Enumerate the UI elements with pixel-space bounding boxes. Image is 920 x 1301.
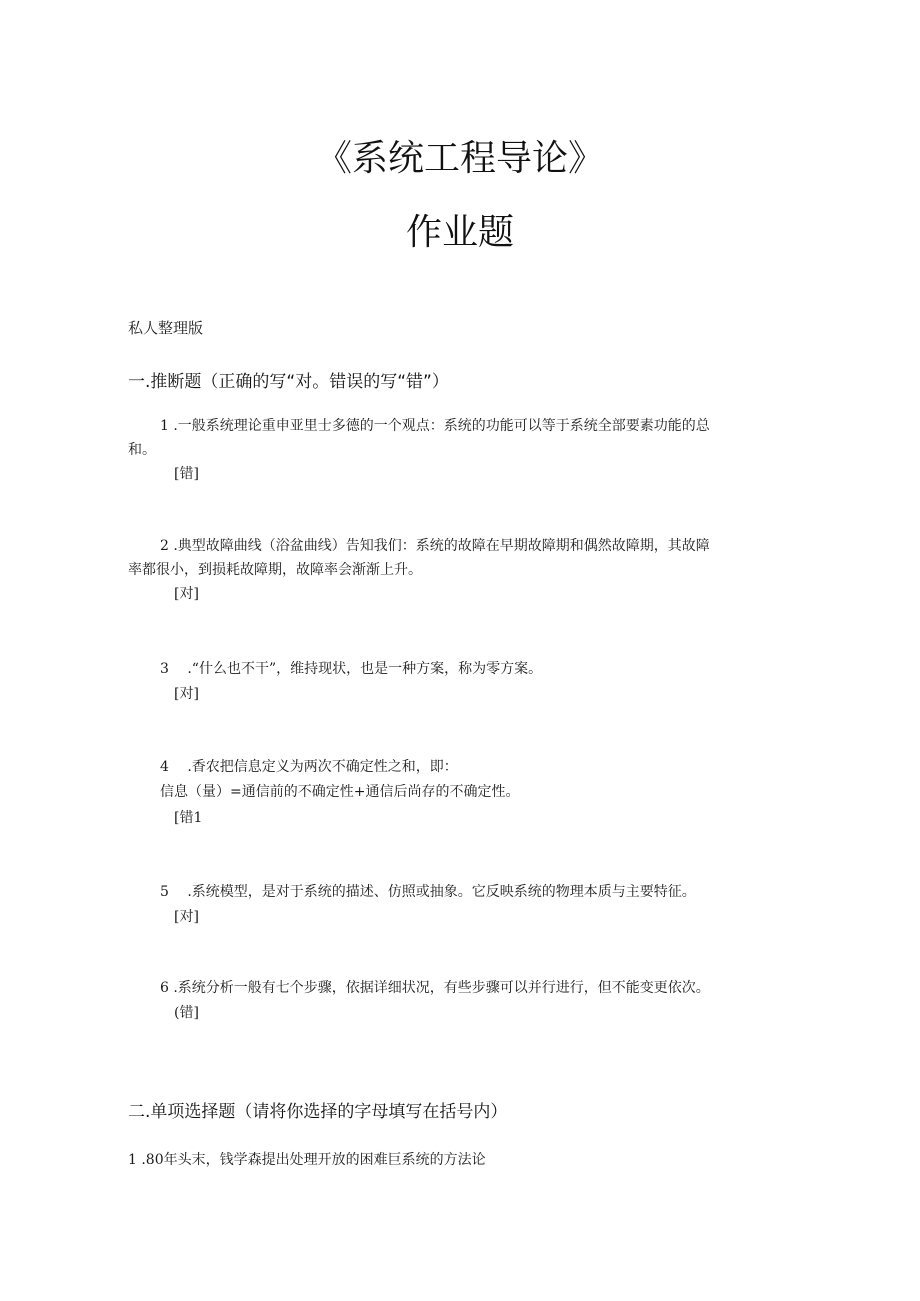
question-1-line1: 1 .一般系统理论重申亚里士多德的一个观点：系统的功能可以等于系统全部要素功能的总 bbox=[160, 418, 710, 434]
question-3-answer: [对] bbox=[174, 686, 199, 702]
question-6-answer: (错] bbox=[174, 1005, 199, 1021]
choice-question-1: 1 .80年头末，钱学森提出处理开放的困难巨系统的方法论 bbox=[128, 1152, 486, 1168]
question-5-line1: 5 .系统模型，是对于系统的描述、仿照或抽象。它反映系统的物理本质与主要特征。 bbox=[160, 884, 696, 900]
edition-note: 私人整理版 bbox=[128, 319, 204, 337]
question-2-line1: 2 .典型故障曲线（浴盆曲线）告知我们：系统的故障在早期故障期和偶然故障期，其故障 bbox=[160, 538, 710, 554]
section-heading-single-choice: 二.单项选择题（请将你选择的字母填写在括号内） bbox=[128, 1102, 508, 1122]
question-6-line1: 6 .系统分析一般有七个步骤，依据详细状况，有些步骤可以并行进行，但不能变更依次。 bbox=[160, 980, 710, 996]
section-heading-judgment: 一.推断题（正确的写“对。错误的写“错”） bbox=[128, 372, 449, 392]
question-1-answer: [错] bbox=[174, 466, 199, 482]
question-1-line2: 和。 bbox=[128, 442, 156, 458]
question-2-line2: 率都很小，到损耗故障期，故障率会渐渐上升。 bbox=[128, 562, 422, 578]
question-4-answer: [错1 bbox=[174, 810, 203, 826]
document-title: 《系统工程导论》 bbox=[315, 138, 604, 179]
question-4-line1: 4 .香农把信息定义为两次不确定性之和，即： bbox=[160, 759, 458, 775]
question-4-line2: 信息（量）=通信前的不确定性+通信后尚存的不确定性。 bbox=[160, 784, 520, 800]
document-subtitle: 作业题 bbox=[405, 212, 514, 253]
question-5-answer: [对] bbox=[174, 909, 199, 925]
question-2-answer: [对] bbox=[174, 586, 199, 602]
question-3-line1: 3 .“什么也不干”，维持现状，也是一种方案，称为零方案。 bbox=[160, 661, 543, 677]
